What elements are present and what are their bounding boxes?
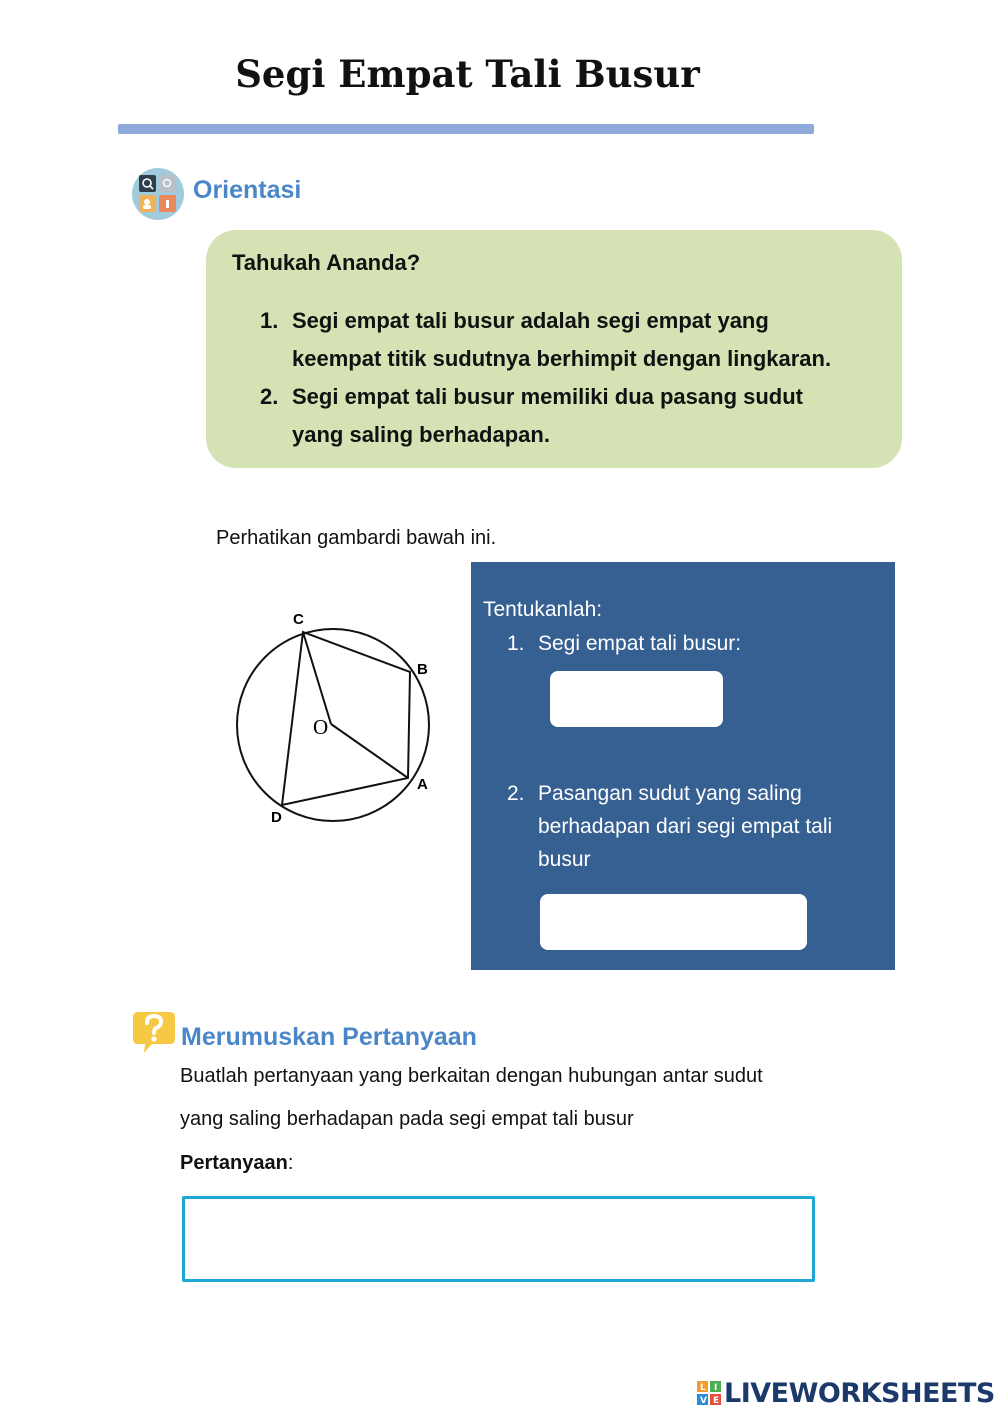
question-bubble-icon xyxy=(130,1008,178,1056)
label-o: O xyxy=(313,715,329,739)
task-panel-title: Tentukanlah: xyxy=(483,598,603,621)
label-b: B xyxy=(417,661,428,678)
puzzle-icon xyxy=(131,167,185,221)
answer-input-2[interactable] xyxy=(540,894,807,950)
list-item xyxy=(260,378,890,454)
list-text xyxy=(292,378,803,454)
section-heading-merumuskan: Merumuskan Pertanyaan xyxy=(181,1023,477,1051)
list-item xyxy=(260,302,890,378)
task-text xyxy=(538,777,832,876)
quadrilateral-outline xyxy=(282,632,410,805)
list-text xyxy=(292,302,831,378)
list-line: Segi empat tali busur memiliki dua pasang sudut xyxy=(292,384,803,409)
brand-letter: E xyxy=(713,1396,720,1405)
label-d: D xyxy=(271,809,282,826)
instruction-note: Perhatikan gambardi bawah ini. xyxy=(216,527,497,549)
label-c: C xyxy=(293,611,304,628)
radius-oc xyxy=(303,632,331,724)
list-number: 2. xyxy=(260,384,279,409)
list-line: keempat titik sudutnya berhimpit dengan lingkaran. xyxy=(292,346,832,371)
answer-input-1[interactable] xyxy=(550,671,723,727)
info-box-title: Tahukah Ananda? xyxy=(232,250,421,275)
list-line: Segi empat tali busur adalah segi empat yang xyxy=(292,308,769,333)
radius-oa xyxy=(331,724,408,778)
task-number: 1. xyxy=(507,632,525,655)
liveworksheets-logo xyxy=(697,1376,995,1410)
list-line: yang saling berhadapan. xyxy=(292,422,550,447)
brand-letter: V xyxy=(700,1396,707,1405)
task-item-1 xyxy=(507,632,741,656)
task-line: Pasangan sudut yang saling xyxy=(538,782,802,805)
question-label-colon: : xyxy=(287,1152,294,1174)
brand-mark-icon xyxy=(697,1381,721,1405)
cyclic-quadrilateral-figure xyxy=(225,600,450,840)
question-label xyxy=(180,1152,293,1175)
instruction-line-2: yang saling berhadapan pada segi empat tali busur xyxy=(180,1108,634,1130)
page-title: Segi Empat Tali Busur xyxy=(235,52,700,96)
task-number: 2. xyxy=(507,782,525,805)
list-number: 1. xyxy=(260,308,279,333)
question-label-text: Pertanyaan xyxy=(180,1152,288,1174)
title-divider xyxy=(118,124,814,134)
brand-letter: L xyxy=(700,1383,706,1393)
info-list xyxy=(260,302,890,454)
instruction-line-1: Buatlah pertanyaan yang berkaitan dengan hubungan antar sudut xyxy=(180,1065,763,1087)
task-line: berhadapan dari segi empat tali xyxy=(538,815,833,838)
task-text: Segi empat tali busur: xyxy=(538,632,742,655)
brand-name: LIVEWORKSHEETS xyxy=(724,1377,995,1409)
section-heading-orientasi: Orientasi xyxy=(193,176,302,204)
question-input[interactable] xyxy=(182,1196,815,1282)
brand-letter: I xyxy=(714,1383,718,1393)
task-line: busur xyxy=(538,848,591,871)
label-a: A xyxy=(417,776,428,793)
task-item-2 xyxy=(507,777,867,876)
